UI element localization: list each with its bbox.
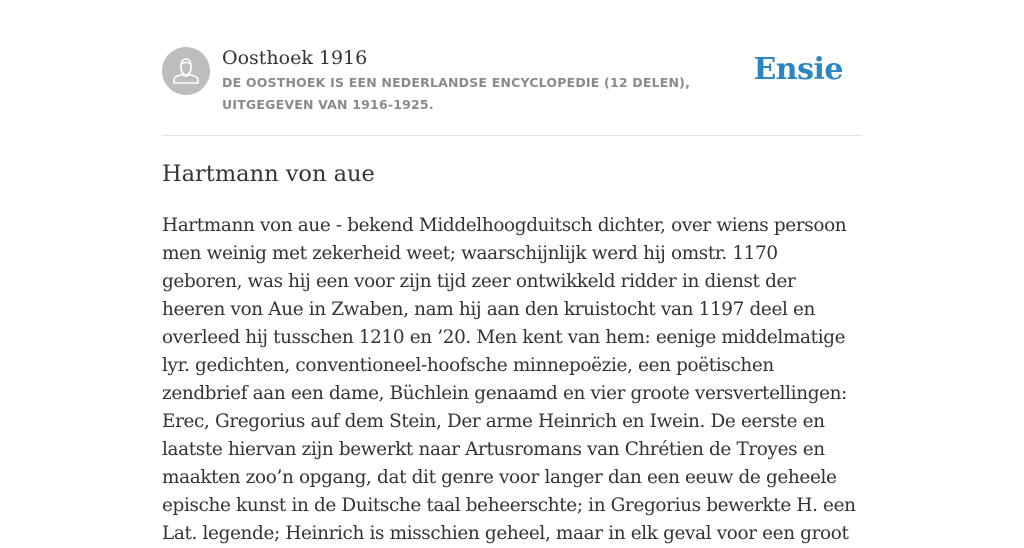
source-name[interactable]: Oosthoek 1916	[222, 47, 368, 69]
user-placeholder-icon	[162, 47, 210, 95]
source-header	[162, 46, 862, 136]
source-avatar	[162, 47, 210, 95]
article-title: Hartmann von aue	[162, 161, 375, 187]
source-description: DE OOSTHOEK IS EEN NEDERLANDSE ENCYCLOPEDIE (12 DELEN), UITGEGEVEN VAN 1916-1925.	[222, 75, 691, 112]
article-body: Hartmann von aue - bekend Middelhoogduitsch dichter, over wiens persoon men weinig met zekerheid weet; waarschijnlijk werd hij omstr. 1170 geboren, was hij een voor zijn tijd zeer ontwikkeld ridder in dienst der heeren von Aue in Zwaben, nam hij aan den kruistocht van 1197 deel en overleed hij tusschen 1210 en ’20. Men kent van hem: eenige middelmatige lyr. gedichten, conventioneel-hoofsche minnepoëzie, een poëtischen zendbrief aan een dame, Büchlein genaamd en vier groote versvertellingen: Erec, Gregorius auf dem Stein, Der arme Heinrich en Iwein. De eerste en laatste hiervan zijn bewerkt naar Artusromans van Chrétien de Troyes en maakten zoo’n opgang, dat dit genre voor langer dan een eeuw de geheele epische kunst in de Duitsche taal beheerschte; in Gregorius bewerkte H. een Lat. legende; Heinrich is misschien geheel, maar in elk geval voor een groot	[162, 215, 856, 544]
ensie-logo-link[interactable]: Ensie	[753, 52, 843, 87]
